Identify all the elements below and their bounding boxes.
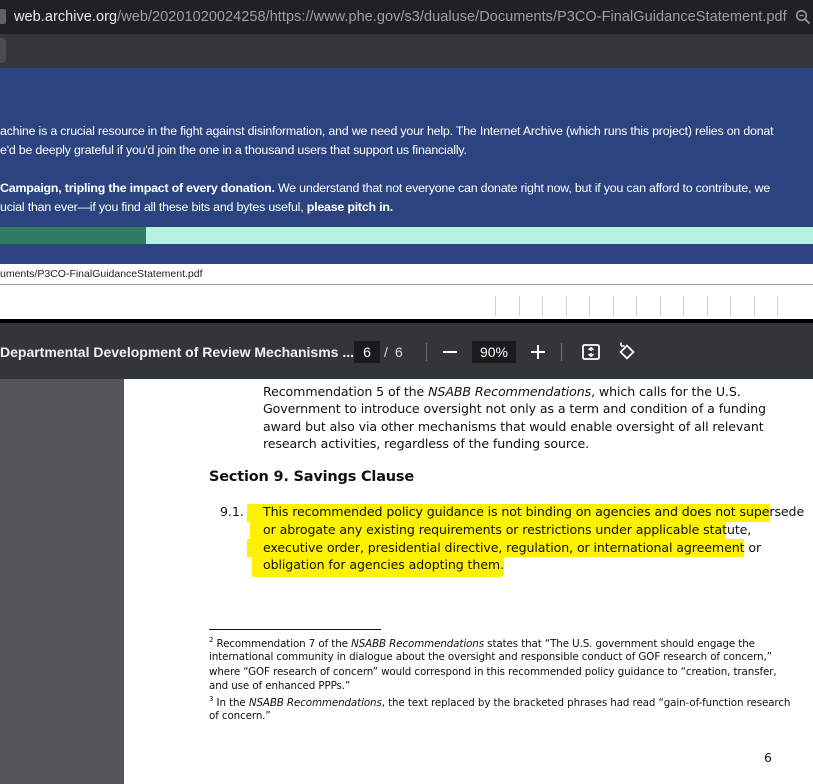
footnote-2-line-3: where “GOF research of concern” would correspond in this recommended policy guidance to “creation, transfer, — [209, 666, 777, 678]
toolbar-divider — [561, 343, 562, 361]
paragraph-line-2: Government to introduce oversight not only as a term and condition of a funding — [263, 401, 766, 416]
text-run: Recommendation 7 of the — [213, 638, 352, 650]
page-separator: / — [384, 344, 388, 360]
banner-line-2: e'd be deeply grateful if you'd join the one in a thousand users that support us financially. — [0, 143, 467, 157]
clause-line-3: executive order, presidential directive, regulation, or international agreement or — [263, 540, 762, 555]
banner-line-4-start: ucial than ever—if you find all these bits and bytes useful, — [0, 200, 307, 214]
timeline-tick — [495, 296, 496, 316]
text-run: states that “The U.S. government should engage the — [484, 638, 755, 650]
banner-line-3-rest: We understand that not everyone can donate right now, but if you can afford to contribute, we — [274, 181, 771, 195]
fit-to-page-icon[interactable] — [581, 342, 601, 362]
footnote-rule — [209, 629, 381, 630]
timeline-tick — [542, 296, 543, 316]
page-total: 6 — [395, 344, 403, 360]
footnote-3-line-1 — [209, 695, 790, 709]
clause-number: 9.1. — [220, 504, 244, 519]
url-host: web.archive.org — [14, 9, 118, 25]
banner-line-3 — [0, 181, 770, 195]
footnote-marker: 3 — [209, 695, 214, 703]
banner-line-3-bold: Campaign, tripling the impact of every donation. — [0, 181, 275, 195]
url-path: /web/20201020024258/https://www.phe.gov/s3/dualuse/Documents/P3CO-FinalGuidanceStatement.pdf — [117, 9, 787, 25]
tab-fragment[interactable] — [0, 38, 6, 63]
url-text[interactable] — [14, 9, 787, 25]
text-run: , the text replaced by the bracketed phrases had read “gain-of-function research — [381, 697, 791, 709]
wayback-url[interactable]: uments/P3CO-FinalGuidanceStatement.pdf — [0, 268, 203, 280]
plus-icon[interactable] — [529, 341, 547, 363]
lock-icon — [0, 9, 6, 24]
rotate-icon[interactable] — [616, 341, 638, 363]
timeline-tick — [636, 296, 637, 316]
zoom-icon[interactable] — [795, 9, 811, 25]
text-run: In the — [213, 697, 249, 709]
text-run: Recommendation 5 of the — [263, 384, 429, 399]
footnote-2-line-1 — [209, 636, 755, 650]
paragraph-line-1 — [263, 384, 741, 399]
footnote-2-line-4: and use of enhanced PPPs.” — [209, 680, 351, 692]
footnote-marker: 2 — [209, 636, 214, 644]
bookmarks-strip — [0, 34, 813, 68]
italic-run: NSABB Recommendations — [351, 638, 484, 650]
clause-line-1: This recommended policy guidance is not binding on agencies and does not supersede — [263, 504, 805, 519]
timeline-tick — [519, 296, 520, 316]
timeline-tick — [730, 296, 731, 316]
minus-icon[interactable] — [441, 341, 459, 363]
footnote-3-line-2: of concern.” — [209, 710, 271, 722]
wayback-divider — [0, 284, 813, 285]
timeline-tick — [613, 296, 614, 316]
footnote-2-line-2: international community in dialogue about the oversight and responsible conduct of GOF research of concern,” — [209, 651, 772, 663]
timeline-tick — [777, 296, 778, 316]
timeline-tick — [754, 296, 755, 316]
italic-run: NSABB Recommendations — [428, 384, 592, 399]
paragraph-line-4: research activities, regardless of the funding source. — [263, 436, 590, 451]
toolbar-divider — [426, 343, 427, 361]
text-run: , which calls for the U.S. — [591, 384, 741, 399]
timeline-tick — [683, 296, 684, 316]
banner-line-4 — [0, 200, 393, 214]
document-title: Departmental Development of Review Mechanisms ... — [0, 344, 354, 360]
paragraph-line-3: award but also via other mechanisms that would enable oversight of all relevant — [263, 419, 764, 434]
clause-line-2: or abrogate any existing requirements or restrictions under applicable statute, — [263, 522, 752, 537]
timeline-tick — [566, 296, 567, 316]
section-heading: Section 9. Savings Clause — [209, 469, 414, 485]
clause-line-4: obligation for agencies adopting them. — [263, 557, 504, 572]
address-bar[interactable] — [0, 0, 813, 34]
timeline-tick — [589, 296, 590, 316]
banner-line-1: achine is a crucial resource in the fight against disinformation, and we need your help. The Internet Archive (which runs this project) relies on donat — [0, 124, 774, 138]
pitch-in-link[interactable]: please pitch in. — [306, 200, 394, 214]
donation-progress-fill — [0, 227, 146, 244]
page-number-input[interactable]: 6 — [354, 341, 380, 363]
page-number: 6 — [764, 750, 772, 765]
zoom-level-input[interactable]: 90% — [472, 341, 516, 363]
timeline-tick — [707, 296, 708, 316]
italic-run: NSABB Recommendations — [248, 697, 382, 709]
timeline-tick — [660, 296, 661, 316]
